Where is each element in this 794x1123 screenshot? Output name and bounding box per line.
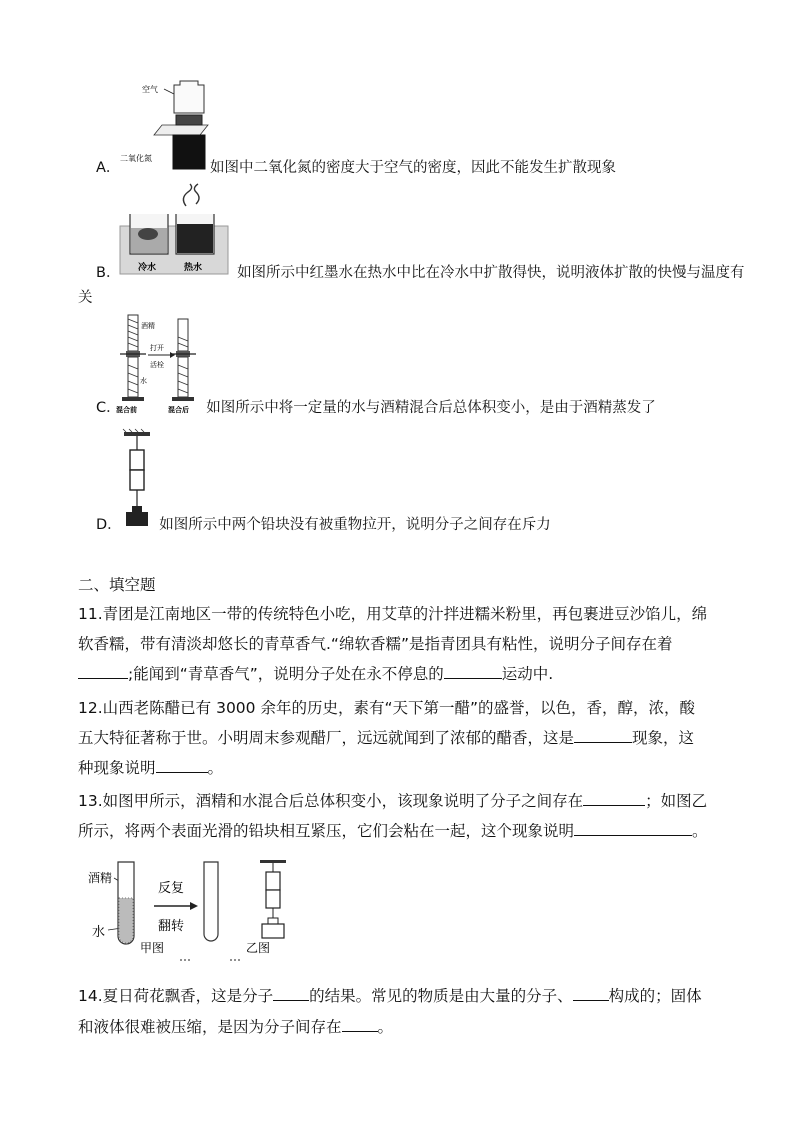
figure-a-label-air: 空气 <box>142 85 158 94</box>
q11-line2: 软香糯，带有清淡却悠长的青草香气.“绵软香糯”是指青团具有粘性，说明分子间存在着 <box>78 635 673 653</box>
figure-q13-jia-yi <box>80 858 300 964</box>
q11-blank-1[interactable] <box>78 663 128 679</box>
figure-c-label-water: 水 <box>140 377 147 385</box>
q14-blank-1[interactable] <box>273 985 309 1001</box>
q13-fig-label-jia: 甲图 <box>140 941 165 955</box>
figure-c-label-valve: 活栓 <box>150 361 164 369</box>
q13-fig-label-yi: 乙图 <box>246 941 271 955</box>
option-d-text: 如图所示中两个铅块没有被重物拉开，说明分子之间存在斥力 <box>159 517 551 533</box>
option-b-continued <box>78 288 93 308</box>
figure-c-label-before: 混合前 <box>116 406 137 414</box>
section-title: 二、填空题 <box>78 576 156 594</box>
option-b <box>96 263 745 283</box>
q11-line3: ;能闻到“青草香气”，说明分子处在永不停息的 运动中. <box>78 663 553 685</box>
q14-blank-3[interactable] <box>342 1016 378 1032</box>
q13-line2: 所示，将两个表面光滑的铅块相互紧压，它们会粘在一起，这个现象说明 。 <box>78 822 708 840</box>
q12-blank-2[interactable] <box>156 757 208 773</box>
option-d-letter: D． <box>96 517 122 533</box>
q13-line1: 13.如图甲所示，酒精和水混合后总体积变小，该现象说明了分子之间存在 ；如图乙 <box>78 792 708 810</box>
q12-line1: 12.山西老陈醋已有 3000 余年的历史，素有“天下第一醋”的盛誉，以色，香，醇，浓，酸 <box>78 699 696 717</box>
q12-line2: 五大特征著称于世。小明周末参观醋厂，远远就闻到了浓郁的醋香，这是 现象，这 <box>78 729 695 747</box>
q13-fig-label-flip: 翻转 <box>158 919 185 934</box>
q14-blank-2[interactable] <box>573 985 609 1001</box>
q11-blank-2[interactable] <box>444 663 502 679</box>
option-a <box>96 158 616 178</box>
q14-line1: 14.夏日荷花飘香，这是分子 的结果。常见的物质是由大量的分子、 构成的；固体 <box>78 987 702 1005</box>
option-a-text: 如图中二氧化氮的密度大于空气的密度，因此不能发生扩散现象 <box>210 160 617 176</box>
option-c-text: 如图所示中将一定量的水与酒精混合后总体积变小，是由于酒精蒸发了 <box>206 400 656 416</box>
option-d <box>96 515 551 535</box>
q13-fig-label-water: 水 <box>92 925 106 940</box>
q14-line2: 和液体很难被压缩，是因为分子间存在 。 <box>78 1018 394 1036</box>
q13-fig-label-repeat: 反复 <box>158 881 185 896</box>
q13-fig-label-alcohol: 酒精 <box>88 871 113 885</box>
option-b-text-cont: 关 <box>78 290 93 306</box>
figure-c-label-after: 混合后 <box>168 406 189 414</box>
option-c-letter: C． <box>96 400 121 416</box>
option-b-text: 如图所示中红墨水在热水中比在冷水中扩散得快，说明液体扩散的快慢与温度有 <box>237 265 745 281</box>
figure-b-label-hot: 热水 <box>184 263 203 273</box>
q12-line3: 种现象说明 。 <box>78 759 224 777</box>
figure-c-label-alcohol: 酒精 <box>141 322 155 330</box>
option-a-letter: A． <box>96 160 121 176</box>
figure-c-label-open: 打开 <box>150 344 164 352</box>
q13-blank-2[interactable] <box>574 820 692 836</box>
q13-blank-1[interactable] <box>583 790 645 806</box>
q12-blank-1[interactable] <box>574 727 632 743</box>
option-b-letter: B． <box>96 265 121 281</box>
option-c <box>96 398 656 418</box>
figure-b-label-cold: 冷水 <box>138 263 157 273</box>
figure-a-label-no2: 二氧化氮 <box>120 154 152 163</box>
q11-line1: 11.青团是江南地区一带的传统特色小吃，用艾草的汁拌进糯米粉里，再包裹进豆沙馅儿，绵 <box>78 605 708 623</box>
